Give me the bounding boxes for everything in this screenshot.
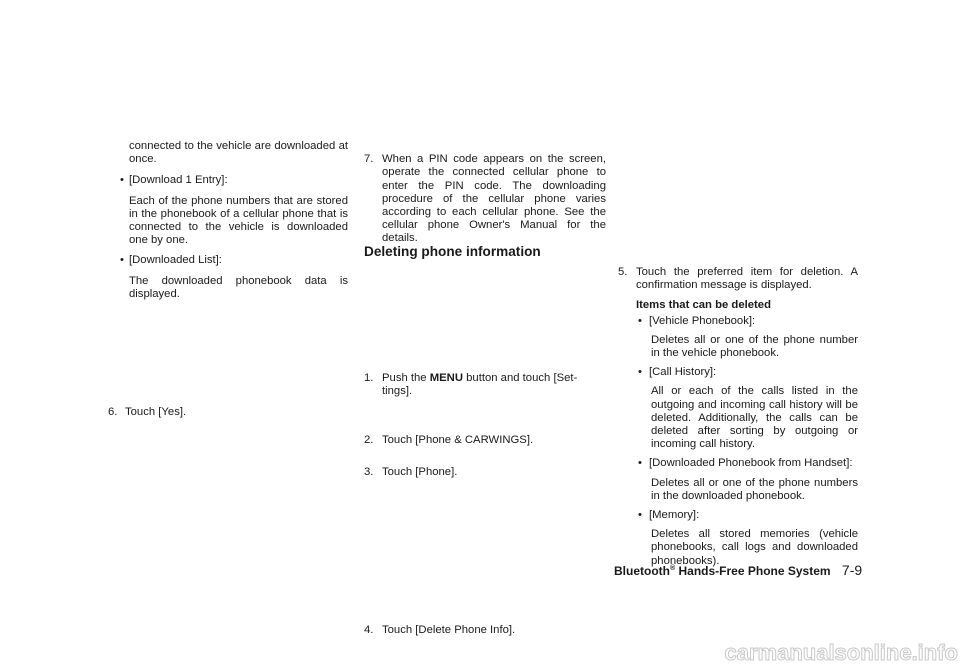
step-text-post: button and touch [Set-tings]. xyxy=(382,371,578,397)
column-1 xyxy=(108,140,348,301)
bullet-label: [Downloaded Phonebook from Handset]: xyxy=(649,457,853,470)
bullet-download-1-entry xyxy=(108,174,348,247)
section-heading: Deleting phone information xyxy=(364,244,541,259)
step-text: Touch [Delete Phone Info]. xyxy=(382,624,516,637)
bullet-dot-icon: • xyxy=(638,509,642,522)
registered-mark: ® xyxy=(670,565,676,572)
bullet-label: [Vehicle Phonebook]: xyxy=(649,314,756,327)
bullet-call-history xyxy=(618,366,858,451)
column-3 xyxy=(618,266,858,568)
step-number: 4. xyxy=(364,624,374,637)
bullet-desc: The downloaded phonebook data is displayed. xyxy=(129,274,348,300)
step-text: When a PIN code appears on the screen, operate the connected cellular phone to enter the PIN code. The downloading procedure of the cellular phone varies according to each cellular phone. See the cellular phone Owner's Manual for the details. xyxy=(382,153,606,245)
step-4 xyxy=(364,624,606,637)
step-7 xyxy=(364,153,606,245)
bullet-dot-icon: • xyxy=(638,457,642,470)
step-number: 6. xyxy=(108,406,118,418)
bullet-downloaded-list xyxy=(108,254,348,301)
bullet-downloaded-phonebook xyxy=(618,457,858,503)
step-number: 2. xyxy=(364,434,374,447)
step-number: 7. xyxy=(364,153,374,166)
step-number: 1. xyxy=(364,371,374,384)
step-number: 3. xyxy=(364,466,374,479)
step-text: Touch [Phone & CARWINGS]. xyxy=(382,434,534,447)
step-text: Touch the preferred item for deletion. A confirmation message is displayed. xyxy=(636,266,858,292)
step-2 xyxy=(364,434,606,447)
watermark xyxy=(0,640,960,664)
step-text: Touch [Phone]. xyxy=(382,466,458,479)
watermark-text: carmanualsonline.info xyxy=(724,640,958,664)
footer-title: Hands-Free Phone System xyxy=(675,564,831,578)
watermark-svg xyxy=(0,640,960,664)
bullet-label: [Call History]: xyxy=(649,366,717,379)
bullet-label: [Downloaded List]: xyxy=(129,254,222,267)
footer-brand: Bluetooth xyxy=(614,564,670,578)
bullet-desc: Deletes all or one of the phone numbers in the downloaded phonebook. xyxy=(651,476,858,502)
bullet-vehicle-phonebook xyxy=(618,315,858,361)
step-text-pre: Push the xyxy=(382,371,430,384)
bullet-desc: Deletes all or one of the phone number in the vehicle phonebook. xyxy=(651,333,858,360)
bullet-dot-icon: • xyxy=(638,366,642,379)
bullet-label: [Memory]: xyxy=(649,509,700,522)
continued-text: connected to the vehicle are downloaded at once. xyxy=(129,140,348,166)
bullet-desc: Deletes all stored memories (vehicle phonebooks, call logs and downloaded phonebooks). xyxy=(651,528,858,567)
bullet-memory xyxy=(618,509,858,568)
page-footer xyxy=(614,562,864,578)
bullet-desc: All or each of the calls listed in the outgoing and incoming call history will be deleted. Additionally, the calls can be deleted after sorting by outgoing or incoming call history. xyxy=(651,385,858,451)
items-subheading: Items that can be deleted xyxy=(636,299,771,312)
page-number: 7-9 xyxy=(841,562,863,578)
bullet-label: [Download 1 Entry]: xyxy=(129,174,228,187)
bullet-dot-icon: • xyxy=(120,174,124,187)
step-6 xyxy=(108,406,348,419)
step-3 xyxy=(364,466,606,479)
step-number: 5. xyxy=(618,266,628,278)
bullet-dot-icon: • xyxy=(638,314,642,327)
bullet-dot-icon: • xyxy=(120,254,124,267)
step-text: Touch [Yes]. xyxy=(125,406,187,418)
step-1 xyxy=(364,372,606,398)
bullet-desc: Each of the phone numbers that are stored in the phonebook of a cellular phone that is connected to the vehicle is downloaded one by one. xyxy=(129,194,348,247)
step-5 xyxy=(618,266,858,292)
menu-button-label: MENU xyxy=(429,371,463,384)
